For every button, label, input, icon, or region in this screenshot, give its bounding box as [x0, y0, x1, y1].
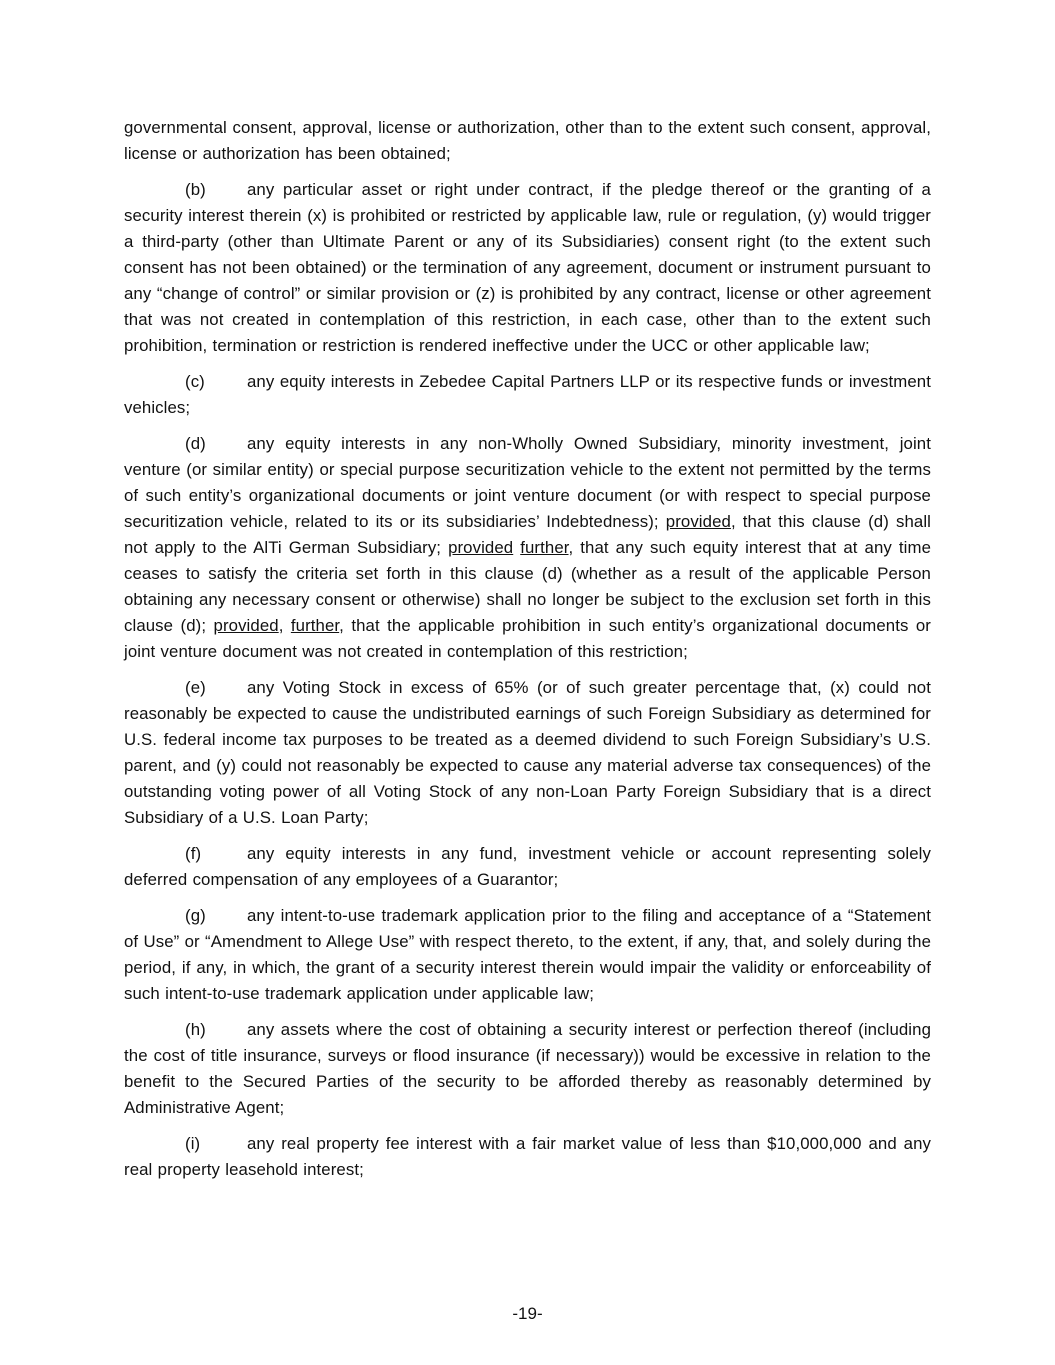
underlined-text: further — [290, 616, 340, 635]
paragraph — [124, 841, 931, 893]
paragraph-label: (h) — [185, 1020, 206, 1039]
paragraph-label: (g) — [185, 906, 206, 925]
paragraph-text: any Voting Stock in excess of 65% (or of such greater percentage that, (x) could not reasonably be expected to cause the undistributed earnings of such Foreign Subsidiary as determined for U.S. federal income tax purposes to be treated as a deemed dividend to such Foreign Subsidiary’s U.S. parent, and (y) could not reasonably be expected to cause any material adverse tax consequences) of the outstanding voting power of all Voting Stock of any non-Loan Party Foreign Subsidiary that is a direct Subsidiary of a U.S. Loan Party; — [124, 678, 931, 827]
paragraph-label: (c) — [185, 372, 205, 391]
paragraph — [124, 177, 931, 359]
paragraph-label: (d) — [185, 434, 206, 453]
paragraph-text: any assets where the cost of obtaining a security interest or perfection thereof (including the cost of title insurance, surveys or flood insurance (if necessary)) would be excessive in relation to the benefit to the Secured Parties of the security to be afforded thereby as reasonably determined by Administrative Agent; — [124, 1020, 931, 1117]
page-number: -19- — [512, 1304, 543, 1323]
paragraph-text: any intent-to-use trademark application prior to the filing and acceptance of a “Statement of Use” or “Amendment to Allege Use” with respect thereto, to the extent, if any, that, and solely during the period, if any, in which, the grant of a security interest therein would impair the validity or enforceability of such intent-to-use trademark application under applicable law; — [124, 906, 931, 1003]
paragraph — [124, 675, 931, 831]
paragraph-text: any equity interests in any fund, investment vehicle or account representing solely deferred compensation of any employees of a Guarantor; — [124, 844, 931, 889]
paragraph-text: any equity interests in Zebedee Capital Partners LLP or its respective funds or investment vehicles; — [124, 372, 931, 417]
paragraph-text: any particular asset or right under contract, if the pledge thereof or the granting of a security interest therein (x) is prohibited or restricted by applicable law, rule or regulation, (y) would trigger a third-party (other than Ultimate Parent or any of its Subsidiaries) consent right (to the extent such consent has not been obtained) or the termination of any agreement, document or instrument pursuant to any “change of control” or similar provision or (z) is prohibited by any contract, license or other agreement that was not created in contemplation of this restriction, in each case, other than to the extent such prohibition, termination or restriction is rendered ineffective under the UCC or other applicable law; — [124, 180, 931, 355]
paragraph-label: (b) — [185, 180, 206, 199]
paragraph-text: governmental consent, approval, license or authorization, other than to the extent such consent, approval, license or authorization has been obtained; — [124, 118, 931, 163]
paragraph-text: , that any such equity interest that at any time ceases to satisfy the criteria set forth in this clause (d) (whether as a result of the applicable Person obtaining any necessary consent or otherwise) shall no longer be subject to the exclusion set forth in this clause (d); — [124, 538, 931, 635]
paragraph-label: (f) — [185, 844, 202, 863]
paragraph — [124, 1131, 931, 1183]
underlined-text: provided — [213, 616, 279, 635]
underlined-text: provided — [665, 512, 731, 531]
paragraph-text: , that the applicable prohibition in such entity’s organizational documents or joint venture document was not created in contemplation of this restriction; — [124, 616, 932, 661]
underlined-text: provided — [448, 538, 514, 557]
paragraph-text: , that this clause (d) shall not apply to the AlTi German Subsidiary; — [124, 512, 931, 557]
paragraph-text: , — [278, 616, 291, 635]
paragraph-label: (i) — [185, 1134, 201, 1153]
paragraph — [124, 903, 931, 1007]
paragraph — [124, 1017, 931, 1121]
paragraph — [124, 115, 931, 167]
paragraph-label: (e) — [185, 678, 206, 697]
paragraph — [124, 369, 931, 421]
paragraph-text: any real property fee interest with a fair market value of less than $10,000,000 and any real property leasehold interest; — [124, 1134, 931, 1179]
paragraph — [124, 431, 931, 665]
underlined-text: further — [520, 538, 569, 557]
paragraph-text: any equity interests in any non-Wholly Owned Subsidiary, minority investment, joint venture (or similar entity) or special purpose securitization vehicle to the extent not permitted by the terms of such entity’s organizational documents or joint venture document (or with respect to special purpose securitization vehicle, related to its or its subsidiaries’ Indebtedness); — [124, 434, 931, 531]
document-body — [124, 115, 931, 1193]
